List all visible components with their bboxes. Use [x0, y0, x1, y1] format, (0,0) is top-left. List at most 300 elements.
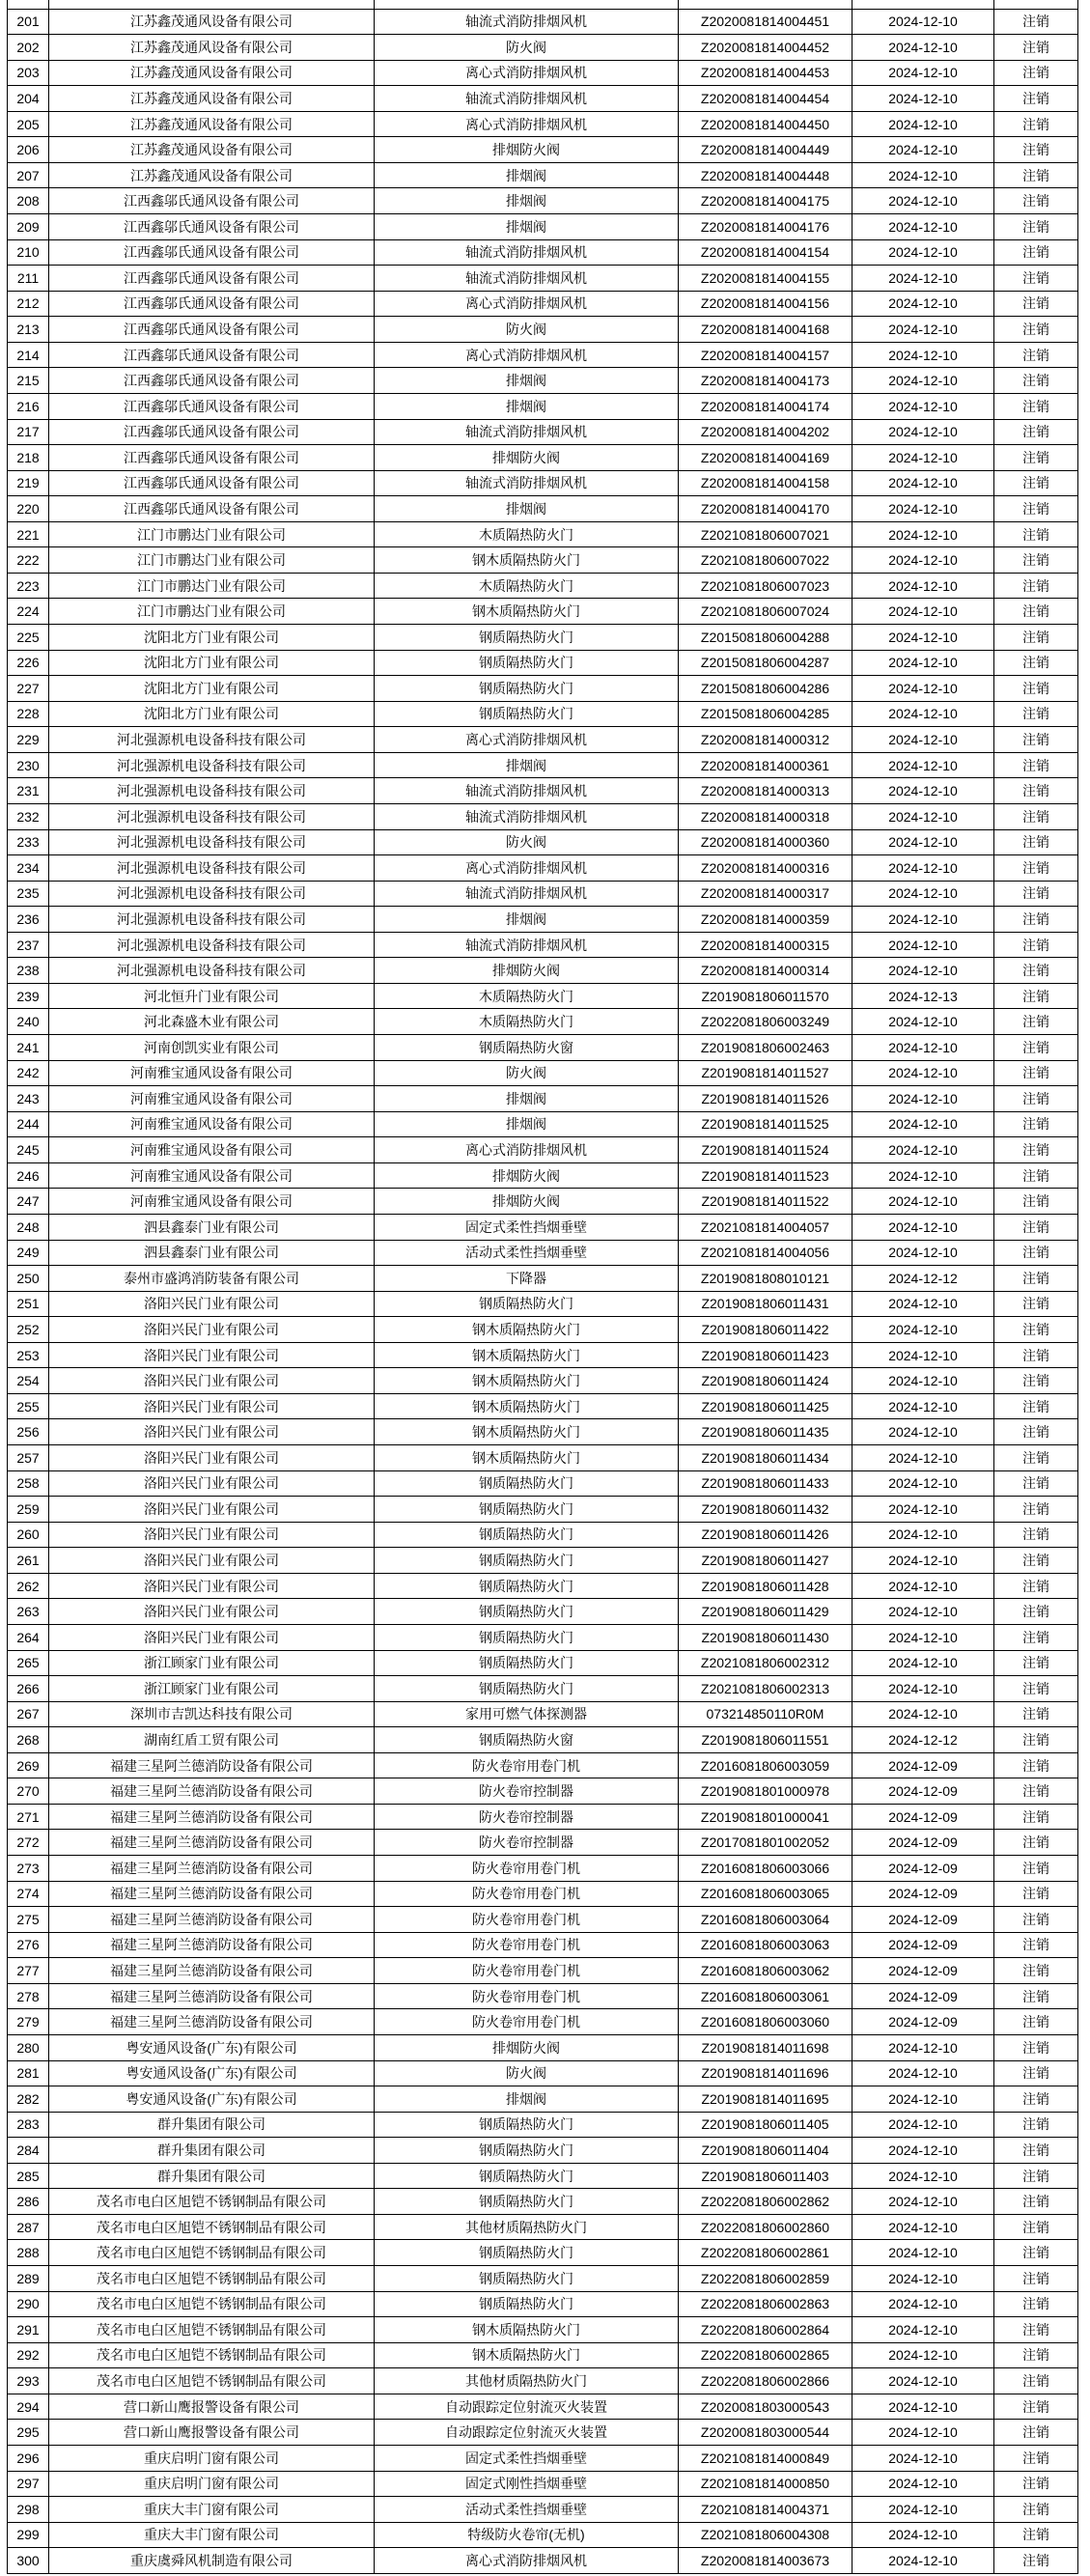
certificate-number-cell: Z2019081806011433 — [679, 1470, 852, 1497]
status-cell: 注销 — [994, 1907, 1078, 1933]
table-row — [8, 368, 1078, 394]
date-cell: 2024-12-09 — [852, 1752, 994, 1778]
product-cell: 钢木质隔热防火门 — [375, 599, 679, 625]
product-cell: 钢质隔热防火门 — [375, 1497, 679, 1523]
company-cell: 粤安通风设备(广东)有限公司 — [49, 2086, 375, 2113]
date-cell: 2024-12-10 — [852, 1035, 994, 1061]
status-cell: 注销 — [994, 2317, 1078, 2343]
date-cell: 2024-12-10 — [852, 2214, 994, 2240]
status-cell: 注销 — [994, 2548, 1078, 2574]
certificate-number-cell: Z2019081806011427 — [679, 1548, 852, 1574]
table-row — [8, 1573, 1078, 1599]
status-cell: 注销 — [994, 1111, 1078, 1137]
status-cell: 注销 — [994, 1599, 1078, 1625]
date-cell: 2024-12-10 — [852, 9, 994, 35]
row-number-cell: 234 — [8, 855, 49, 882]
table-row — [8, 1727, 1078, 1753]
date-cell: 2024-12-10 — [852, 137, 994, 163]
table-row — [8, 2009, 1078, 2035]
table-row — [8, 1778, 1078, 1805]
table-row — [8, 958, 1078, 984]
row-number-cell: 245 — [8, 1137, 49, 1163]
company-cell: 洛阳兴民门业有限公司 — [49, 1624, 375, 1650]
date-cell: 2024-12-10 — [852, 1470, 994, 1497]
row-number-cell: 213 — [8, 317, 49, 343]
date-cell: 2024-12-09 — [852, 1804, 994, 1830]
status-cell: 注销 — [994, 60, 1078, 86]
table-row — [8, 291, 1078, 317]
date-cell: 2024-12-09 — [852, 1881, 994, 1907]
product-cell: 离心式消防排烟风机 — [375, 342, 679, 368]
table-row — [8, 1419, 1078, 1445]
certificate-number-cell: Z2019081814011696 — [679, 2060, 852, 2086]
certificate-number-cell: Z2019081814011527 — [679, 1060, 852, 1086]
row-number-cell: 270 — [8, 1778, 49, 1805]
row-number-cell: 230 — [8, 752, 49, 778]
table-row — [8, 35, 1078, 61]
product-cell: 钢质隔热防火门 — [375, 625, 679, 651]
certificate-number-cell: Z2021081814000850 — [679, 2471, 852, 2497]
company-cell: 重庆大丰门窗有限公司 — [49, 2497, 375, 2523]
date-cell: 2024-12-10 — [852, 2266, 994, 2292]
certificate-number-cell: Z2022081806003249 — [679, 1009, 852, 1035]
status-cell: 注销 — [994, 342, 1078, 368]
company-cell: 福建三星阿兰德消防设备有限公司 — [49, 1830, 375, 1856]
row-number-cell: 260 — [8, 1522, 49, 1548]
date-cell: 2024-12-10 — [852, 1086, 994, 1112]
product-cell: 自动跟踪定位射流灭火装置 — [375, 2394, 679, 2420]
certificate-number-cell: Z2016081806003064 — [679, 1907, 852, 1933]
status-cell: 注销 — [994, 445, 1078, 471]
date-cell: 2024-12-10 — [852, 1497, 994, 1523]
status-cell: 注销 — [994, 2060, 1078, 2086]
product-cell: 离心式消防排烟风机 — [375, 111, 679, 137]
table-row — [8, 599, 1078, 625]
company-cell: 江门市鹏达门业有限公司 — [49, 599, 375, 625]
certificate-number-cell: Z2020081814003673 — [679, 2548, 852, 2574]
date-cell: 2024-12-10 — [852, 2394, 994, 2420]
product-cell: 钢木质隔热防火门 — [375, 1368, 679, 1394]
company-cell: 福建三星阿兰德消防设备有限公司 — [49, 1881, 375, 1907]
company-cell: 洛阳兴民门业有限公司 — [49, 1393, 375, 1419]
certificate-number-cell: Z2019081814011523 — [679, 1162, 852, 1189]
product-cell: 钢质隔热防火门 — [375, 1650, 679, 1676]
row-number-cell: 226 — [8, 650, 49, 676]
date-cell: 2024-12-10 — [852, 1393, 994, 1419]
row-number-cell: 223 — [8, 573, 49, 599]
table-row-partial — [8, 0, 1078, 9]
certificate-number-cell: Z2020081814004168 — [679, 317, 852, 343]
status-cell: 注销 — [994, 2086, 1078, 2113]
status-cell: 注销 — [994, 2266, 1078, 2292]
status-cell: 注销 — [994, 1368, 1078, 1394]
product-cell: 防火阀 — [375, 1060, 679, 1086]
certificate-number-cell: Z2019081806011432 — [679, 1497, 852, 1523]
date-cell — [852, 0, 994, 9]
date-cell: 2024-12-10 — [852, 162, 994, 188]
table-row — [8, 1907, 1078, 1933]
product-cell: 防火卷帘用卷门机 — [375, 1856, 679, 1882]
certificate-number-cell: Z2020081814004450 — [679, 111, 852, 137]
row-number-cell: 265 — [8, 1650, 49, 1676]
product-cell: 排烟阀 — [375, 2086, 679, 2113]
date-cell: 2024-12-10 — [852, 1676, 994, 1702]
row-number-cell: 205 — [8, 111, 49, 137]
row-number-cell: 269 — [8, 1752, 49, 1778]
certificate-number-cell: Z2019081806011405 — [679, 2112, 852, 2138]
status-cell: 注销 — [994, 1983, 1078, 2009]
certificate-number-cell: Z2015081806004285 — [679, 701, 852, 727]
row-number-cell: 242 — [8, 1060, 49, 1086]
date-cell: 2024-12-10 — [852, 291, 994, 317]
product-cell: 轴流式消防排烟风机 — [375, 86, 679, 112]
company-cell: 福建三星阿兰德消防设备有限公司 — [49, 1907, 375, 1933]
company-cell: 江西鑫邬氏通风设备有限公司 — [49, 188, 375, 214]
certificate-number-cell: Z2015081806004287 — [679, 650, 852, 676]
certificate-number-cell: Z2020081814004158 — [679, 470, 852, 496]
company-cell: 河南雅宝通风设备有限公司 — [49, 1189, 375, 1215]
table-row — [8, 1676, 1078, 1702]
certificate-number-cell: Z2021081814004371 — [679, 2497, 852, 2523]
row-number-cell: 266 — [8, 1676, 49, 1702]
company-cell: 江西鑫邬氏通风设备有限公司 — [49, 266, 375, 292]
row-number-cell: 278 — [8, 1983, 49, 2009]
product-cell: 防火卷帘控制器 — [375, 1830, 679, 1856]
company-cell: 沈阳北方门业有限公司 — [49, 650, 375, 676]
row-number-cell: 258 — [8, 1470, 49, 1497]
date-cell: 2024-12-10 — [852, 778, 994, 804]
table-row — [8, 2445, 1078, 2471]
date-cell: 2024-12-10 — [852, 1162, 994, 1189]
row-number-cell: 293 — [8, 2368, 49, 2394]
row-number-cell: 263 — [8, 1599, 49, 1625]
company-cell: 泰州市盛鸿消防装备有限公司 — [49, 1266, 375, 1292]
date-cell: 2024-12-09 — [852, 1932, 994, 1958]
date-cell: 2024-12-09 — [852, 1983, 994, 2009]
status-cell: 注销 — [994, 1009, 1078, 1035]
table-row — [8, 266, 1078, 292]
certificate-number-cell: Z2020081814004451 — [679, 9, 852, 35]
table-row — [8, 1111, 1078, 1137]
table-row — [8, 1701, 1078, 1727]
company-cell: 群升集团有限公司 — [49, 2163, 375, 2189]
date-cell: 2024-12-09 — [852, 1856, 994, 1882]
company-cell: 江西鑫邬氏通风设备有限公司 — [49, 291, 375, 317]
date-cell: 2024-12-10 — [852, 907, 994, 933]
product-cell: 排烟防火阀 — [375, 1189, 679, 1215]
row-number-cell: 292 — [8, 2342, 49, 2368]
row-number-cell: 283 — [8, 2112, 49, 2138]
status-cell: 注销 — [994, 1393, 1078, 1419]
company-cell: 粤安通风设备(广东)有限公司 — [49, 2060, 375, 2086]
status-cell: 注销 — [994, 573, 1078, 599]
certificate-number-cell: Z2019081806011429 — [679, 1599, 852, 1625]
certificate-table-body — [8, 0, 1078, 2573]
company-cell: 河北强源机电设备科技有限公司 — [49, 907, 375, 933]
row-number-cell: 208 — [8, 188, 49, 214]
date-cell: 2024-12-10 — [852, 1650, 994, 1676]
status-cell: 注销 — [994, 393, 1078, 419]
product-cell: 防火卷帘用卷门机 — [375, 1907, 679, 1933]
table-row — [8, 2420, 1078, 2446]
product-cell: 排烟阀 — [375, 496, 679, 522]
product-cell: 防火卷帘控制器 — [375, 1804, 679, 1830]
date-cell: 2024-12-10 — [852, 2342, 994, 2368]
product-cell: 排烟防火阀 — [375, 1162, 679, 1189]
table-row — [8, 2548, 1078, 2574]
company-cell: 河北强源机电设备科技有限公司 — [49, 752, 375, 778]
product-cell: 特级防火卷帘(无机) — [375, 2522, 679, 2548]
row-number-cell: 238 — [8, 958, 49, 984]
certificate-number-cell: Z2019081806011403 — [679, 2163, 852, 2189]
certificate-number-cell: Z2016081806003062 — [679, 1958, 852, 1984]
status-cell: 注销 — [994, 1240, 1078, 1266]
company-cell: 洛阳兴民门业有限公司 — [49, 1573, 375, 1599]
company-cell: 河南雅宝通风设备有限公司 — [49, 1137, 375, 1163]
row-number-cell: 254 — [8, 1368, 49, 1394]
row-number-cell: 276 — [8, 1932, 49, 1958]
row-number-cell: 246 — [8, 1162, 49, 1189]
row-number-cell: 252 — [8, 1317, 49, 1343]
status-cell: 注销 — [994, 2112, 1078, 2138]
certificate-number-cell: Z2021081814000849 — [679, 2445, 852, 2471]
date-cell: 2024-12-10 — [852, 1060, 994, 1086]
table-row — [8, 1497, 1078, 1523]
company-cell: 河南雅宝通风设备有限公司 — [49, 1162, 375, 1189]
table-row — [8, 1856, 1078, 1882]
date-cell: 2024-12-10 — [852, 317, 994, 343]
date-cell: 2024-12-12 — [852, 1266, 994, 1292]
certificate-number-cell: Z2020081814000316 — [679, 855, 852, 882]
certificate-number-cell: Z2019081814011524 — [679, 1137, 852, 1163]
table-row — [8, 521, 1078, 547]
certificate-number-cell: Z2019081814011695 — [679, 2086, 852, 2113]
status-cell: 注销 — [994, 188, 1078, 214]
table-row — [8, 547, 1078, 574]
row-number-cell: 285 — [8, 2163, 49, 2189]
table-row — [8, 1189, 1078, 1215]
date-cell: 2024-12-12 — [852, 1727, 994, 1753]
company-cell: 沈阳北方门业有限公司 — [49, 701, 375, 727]
status-cell: 注销 — [994, 803, 1078, 829]
table-row — [8, 1393, 1078, 1419]
product-cell: 钢质隔热防火门 — [375, 1599, 679, 1625]
certificate-number-cell: Z2020081814000317 — [679, 881, 852, 907]
date-cell: 2024-12-10 — [852, 625, 994, 651]
table-row — [8, 496, 1078, 522]
table-row — [8, 752, 1078, 778]
product-cell: 固定式柔性挡烟垂壁 — [375, 2445, 679, 2471]
row-number-cell: 299 — [8, 2522, 49, 2548]
product-cell: 轴流式消防排烟风机 — [375, 419, 679, 445]
company-cell: 江苏鑫茂通风设备有限公司 — [49, 111, 375, 137]
company-cell: 河北恒升门业有限公司 — [49, 983, 375, 1009]
row-number-cell: 220 — [8, 496, 49, 522]
product-cell: 钢质隔热防火门 — [375, 1291, 679, 1317]
date-cell: 2024-12-09 — [852, 2009, 994, 2035]
certificate-number-cell: Z2019081806011428 — [679, 1573, 852, 1599]
status-cell: 注销 — [994, 1958, 1078, 1984]
company-cell: 江西鑫邬氏通风设备有限公司 — [49, 470, 375, 496]
row-number-cell: 274 — [8, 1881, 49, 1907]
row-number-cell: 236 — [8, 907, 49, 933]
table-row — [8, 60, 1078, 86]
row-number-cell: 243 — [8, 1086, 49, 1112]
table-row — [8, 881, 1078, 907]
certificate-number-cell: Z2020081814004453 — [679, 60, 852, 86]
date-cell: 2024-12-10 — [852, 1111, 994, 1137]
status-cell: 注销 — [994, 2009, 1078, 2035]
date-cell: 2024-12-10 — [852, 2034, 994, 2060]
status-cell: 注销 — [994, 35, 1078, 61]
company-cell: 沈阳北方门业有限公司 — [49, 676, 375, 702]
table-row — [8, 9, 1078, 35]
product-cell: 钢质隔热防火门 — [375, 2112, 679, 2138]
date-cell: 2024-12-09 — [852, 1907, 994, 1933]
product-cell: 轴流式消防排烟风机 — [375, 470, 679, 496]
product-cell: 防火阀 — [375, 2060, 679, 2086]
status-cell: 注销 — [994, 2034, 1078, 2060]
certificate-number-cell: Z2021081806007021 — [679, 521, 852, 547]
table-row — [8, 86, 1078, 112]
date-cell: 2024-12-10 — [852, 521, 994, 547]
status-cell: 注销 — [994, 2214, 1078, 2240]
status-cell: 注销 — [994, 2522, 1078, 2548]
table-row — [8, 907, 1078, 933]
date-cell: 2024-12-10 — [852, 368, 994, 394]
date-cell: 2024-12-10 — [852, 419, 994, 445]
row-number-cell: 296 — [8, 2445, 49, 2471]
company-cell: 茂名市电白区旭铠不锈钢制品有限公司 — [49, 2368, 375, 2394]
status-cell: 注销 — [994, 9, 1078, 35]
table-row — [8, 445, 1078, 471]
table-row — [8, 1009, 1078, 1035]
company-cell: 洛阳兴民门业有限公司 — [49, 1419, 375, 1445]
table-row — [8, 855, 1078, 882]
status-cell: 注销 — [994, 829, 1078, 855]
product-cell: 其他材质隔热防火门 — [375, 2214, 679, 2240]
company-cell: 福建三星阿兰德消防设备有限公司 — [49, 1752, 375, 1778]
date-cell: 2024-12-13 — [852, 983, 994, 1009]
certificate-number-cell: Z2021081806004308 — [679, 2522, 852, 2548]
company-cell: 洛阳兴民门业有限公司 — [49, 1522, 375, 1548]
company-cell: 洛阳兴民门业有限公司 — [49, 1548, 375, 1574]
company-cell: 深圳市吉凯达科技有限公司 — [49, 1701, 375, 1727]
product-cell: 钢质隔热防火门 — [375, 1676, 679, 1702]
status-cell: 注销 — [994, 1932, 1078, 1958]
date-cell: 2024-12-10 — [852, 342, 994, 368]
status-cell: 注销 — [994, 162, 1078, 188]
row-number-cell: 273 — [8, 1856, 49, 1882]
row-number-cell: 291 — [8, 2317, 49, 2343]
certificate-number-cell: Z2017081801002052 — [679, 1830, 852, 1856]
date-cell: 2024-12-10 — [852, 266, 994, 292]
status-cell: 注销 — [994, 650, 1078, 676]
date-cell: 2024-12-10 — [852, 470, 994, 496]
status-cell: 注销 — [994, 111, 1078, 137]
date-cell: 2024-12-10 — [852, 1701, 994, 1727]
date-cell: 2024-12-10 — [852, 111, 994, 137]
date-cell: 2024-12-10 — [852, 2548, 994, 2574]
product-cell: 排烟阀 — [375, 214, 679, 240]
company-cell: 群升集团有限公司 — [49, 2138, 375, 2164]
company-cell: 河北强源机电设备科技有限公司 — [49, 778, 375, 804]
table-row — [8, 162, 1078, 188]
status-cell: 注销 — [994, 778, 1078, 804]
row-number-cell: 225 — [8, 625, 49, 651]
table-row — [8, 1317, 1078, 1343]
product-cell: 排烟阀 — [375, 907, 679, 933]
company-cell: 浙江顾家门业有限公司 — [49, 1650, 375, 1676]
date-cell: 2024-12-10 — [852, 1368, 994, 1394]
certificate-number-cell: Z2020081814000359 — [679, 907, 852, 933]
date-cell: 2024-12-10 — [852, 2138, 994, 2164]
product-cell: 钢质隔热防火门 — [375, 1548, 679, 1574]
certificate-number-cell: Z2022081806002862 — [679, 2189, 852, 2215]
table-row — [8, 111, 1078, 137]
table-row — [8, 1804, 1078, 1830]
certificate-number-cell: Z2020081814004156 — [679, 291, 852, 317]
table-row — [8, 137, 1078, 163]
row-number-cell: 207 — [8, 162, 49, 188]
company-cell: 浙江顾家门业有限公司 — [49, 1676, 375, 1702]
status-cell: 注销 — [994, 470, 1078, 496]
certificate-number-cell: Z2020081814000361 — [679, 752, 852, 778]
certificate-number-cell: Z2022081806002864 — [679, 2317, 852, 2343]
row-number-cell: 227 — [8, 676, 49, 702]
table-row — [8, 727, 1078, 753]
company-cell: 江西鑫邬氏通风设备有限公司 — [49, 214, 375, 240]
status-cell: 注销 — [994, 547, 1078, 574]
certificate-number-cell: Z2022081806002860 — [679, 2214, 852, 2240]
certificate-number-cell: Z2016081806003065 — [679, 1881, 852, 1907]
date-cell: 2024-12-10 — [852, 445, 994, 471]
certificate-number-cell: Z2020081814004176 — [679, 214, 852, 240]
product-cell: 轴流式消防排烟风机 — [375, 803, 679, 829]
status-cell: 注销 — [994, 2368, 1078, 2394]
table-row — [8, 1137, 1078, 1163]
row-number-cell: 259 — [8, 1497, 49, 1523]
status-cell: 注销 — [994, 419, 1078, 445]
certificate-number-cell: Z2020081814004449 — [679, 137, 852, 163]
table-row — [8, 2291, 1078, 2317]
date-cell: 2024-12-09 — [852, 1958, 994, 1984]
certificate-number-cell: Z2022081806002861 — [679, 2240, 852, 2266]
product-cell: 离心式消防排烟风机 — [375, 291, 679, 317]
company-cell: 洛阳兴民门业有限公司 — [49, 1445, 375, 1471]
status-cell: 注销 — [994, 983, 1078, 1009]
table-row — [8, 573, 1078, 599]
status-cell: 注销 — [994, 2163, 1078, 2189]
status-cell: 注销 — [994, 676, 1078, 702]
company-cell: 河南雅宝通风设备有限公司 — [49, 1086, 375, 1112]
date-cell: 2024-12-09 — [852, 1778, 994, 1805]
status-cell: 注销 — [994, 214, 1078, 240]
table-row — [8, 1240, 1078, 1266]
company-cell: 营口新山鹰报警设备有限公司 — [49, 2420, 375, 2446]
row-number-cell: 272 — [8, 1830, 49, 1856]
status-cell: 注销 — [994, 932, 1078, 958]
status-cell: 注销 — [994, 239, 1078, 266]
table-row — [8, 1958, 1078, 1984]
date-cell: 2024-12-10 — [852, 676, 994, 702]
status-cell: 注销 — [994, 1701, 1078, 1727]
product-cell: 轴流式消防排烟风机 — [375, 881, 679, 907]
certificate-number-cell: Z2020081814004157 — [679, 342, 852, 368]
product-cell: 排烟阀 — [375, 393, 679, 419]
date-cell: 2024-12-10 — [852, 727, 994, 753]
date-cell: 2024-12-09 — [852, 1830, 994, 1856]
